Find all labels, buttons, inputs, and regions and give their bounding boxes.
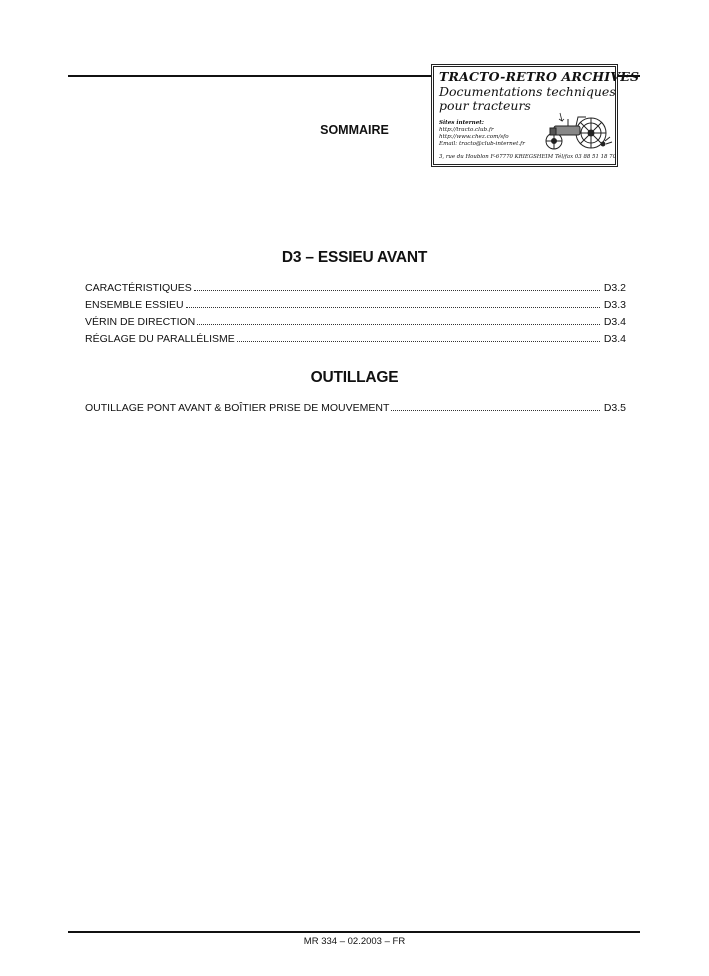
page-title xyxy=(0,123,709,137)
footer-reference: MR 334 – 02.2003 – FR xyxy=(303,936,406,947)
stamp-url-1: http://tracto.club.fr xyxy=(439,127,494,133)
stamp-email: Email: tracto@club-internet.fr xyxy=(439,141,525,147)
toc-entry-label: VÉRIN DE DIRECTION xyxy=(85,316,196,328)
toc-entry-page: D3.4 xyxy=(603,333,626,345)
bottom-rule xyxy=(68,931,640,933)
toc-leader-dots xyxy=(197,323,600,325)
section-title-essieu-avant: D3 – ESSIEU AVANT xyxy=(281,249,428,266)
stamp-address: 3, rue du Houblon F-67770 KRIEGSHEIM xyxy=(439,154,554,160)
stamp-subtitle-line1: Documentations techniques xyxy=(439,84,616,99)
toc-entry-page: D3.5 xyxy=(603,402,626,414)
stamp-subtitle-line2: pour tracteurs xyxy=(439,98,531,113)
toc-entry-page: D3.2 xyxy=(603,282,626,294)
toc-entry-page: D3.4 xyxy=(603,316,626,328)
toc-row xyxy=(85,331,626,345)
archive-stamp xyxy=(431,64,640,167)
toc-entry-label: ENSEMBLE ESSIEU xyxy=(85,299,184,311)
toc-row xyxy=(85,297,626,311)
toc-row xyxy=(85,400,626,414)
toc-entry-label: CARACTÉRISTIQUES xyxy=(85,282,192,294)
toc-entry-label: RÉGLAGE DU PARALLÉLISME xyxy=(85,333,235,345)
stamp-url-2: http://www.chez.com/sfo xyxy=(439,134,509,140)
section-title-outillage: OUTILLAGE xyxy=(310,369,399,386)
page-title-text: SOMMAIRE xyxy=(320,123,389,137)
toc-entry-page: D3.3 xyxy=(603,299,626,311)
stamp-phone: Tél/fax 03 88 51 18 70 xyxy=(555,154,617,160)
stamp-title: TRACTO-RETRO ARCHIVES xyxy=(439,69,640,84)
toc-row xyxy=(85,314,626,328)
toc-row xyxy=(85,280,626,294)
toc-leader-dots xyxy=(391,409,599,411)
toc-leader-dots xyxy=(194,289,600,291)
toc-entry-label: OUTILLAGE PONT AVANT & BOÎTIER PRISE DE MOUVEMENT xyxy=(85,402,390,414)
toc-leader-dots xyxy=(186,306,600,308)
toc-leader-dots xyxy=(237,340,600,342)
stamp-sites-label: Sites internet: xyxy=(439,120,484,126)
